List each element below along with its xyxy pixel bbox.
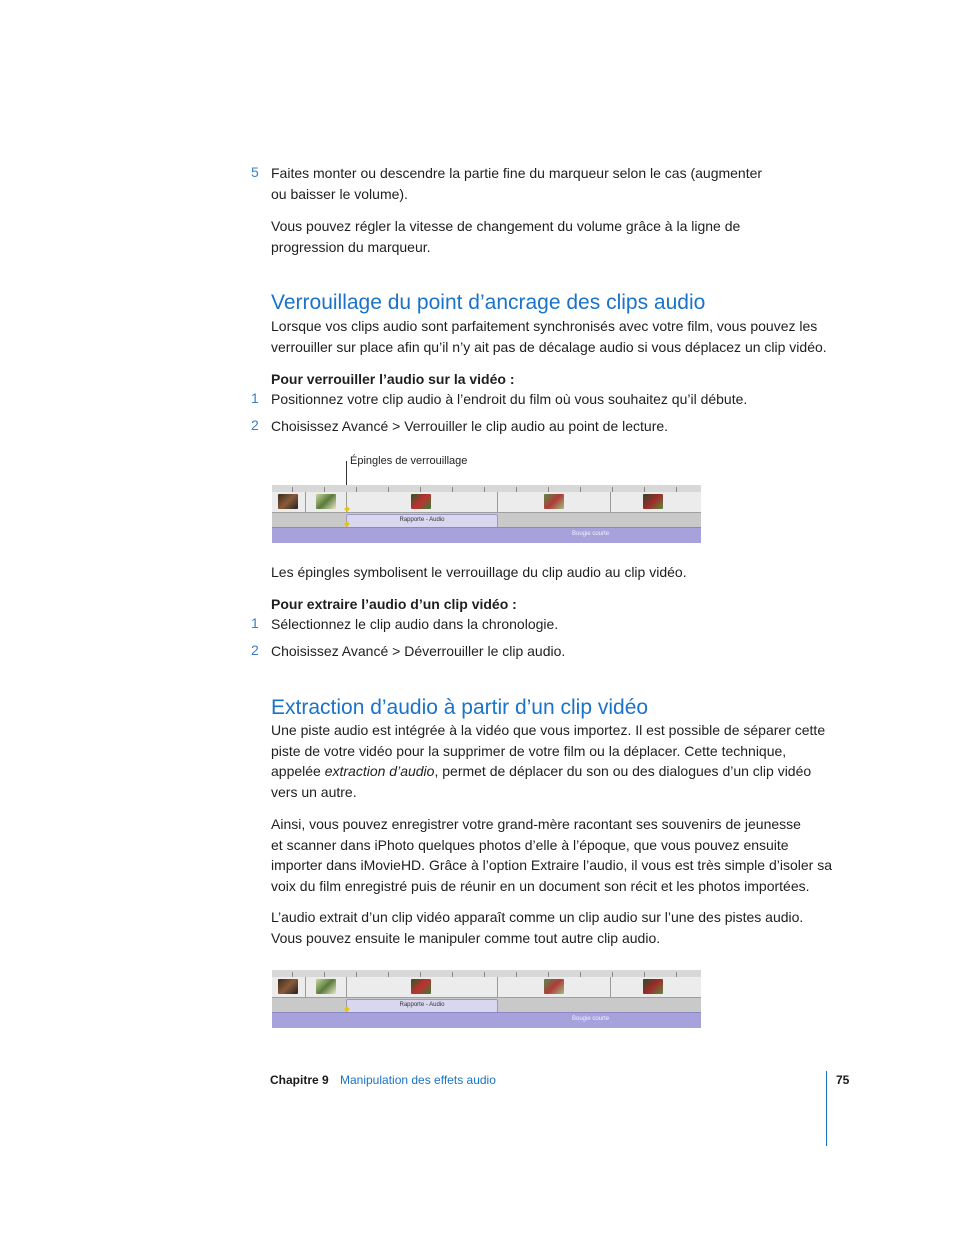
audio-track-2 bbox=[272, 527, 701, 543]
footer-chapter: Chapitre 9 bbox=[270, 1073, 329, 1087]
video-clip[interactable] bbox=[306, 977, 347, 997]
step-text: Choisissez Avancé > Déverrouiller le clip audio. bbox=[271, 643, 566, 659]
video-clip[interactable] bbox=[611, 977, 701, 997]
step-text: Choisissez Avancé > Verrouiller le clip audio au point de lecture. bbox=[271, 418, 669, 434]
section-intro bbox=[271, 316, 827, 357]
step-number: 2 bbox=[251, 417, 259, 433]
step-text bbox=[271, 163, 762, 204]
timeline-figure bbox=[272, 970, 701, 1028]
figure-caption: Les épingles symbolisent le verrouillage du clip audio au clip vidéo. bbox=[271, 564, 687, 580]
clip-thumbnail bbox=[278, 979, 298, 994]
video-clip[interactable] bbox=[611, 492, 701, 512]
clip-thumbnail bbox=[411, 494, 431, 509]
paragraph bbox=[271, 216, 740, 257]
paragraph-line: verrouiller sur place afin qu’il n’y ait pas de décalage audio si vous déplacez un clip vidéo. bbox=[271, 338, 827, 355]
paragraph-line: Vous pouvez ensuite le manipuler comme tout autre clip audio. bbox=[271, 929, 661, 946]
paragraph-line: vers un autre. bbox=[271, 783, 357, 800]
step-number: 1 bbox=[251, 615, 259, 631]
clip-thumbnail bbox=[544, 979, 564, 994]
paragraph-line: progression du marqueur. bbox=[271, 238, 431, 255]
step-number: 2 bbox=[251, 642, 259, 658]
paragraph bbox=[271, 720, 825, 802]
paragraph-line: , permet de déplacer du son ou des dialogues d’un clip vidéo bbox=[434, 763, 812, 779]
paragraph-line: L’audio extrait d’un clip vidéo apparaît comme un clip audio sur l’une des pistes audio. bbox=[271, 909, 804, 925]
video-clip[interactable] bbox=[272, 492, 306, 512]
paragraph-line: Vous pouvez régler la vitesse de changement du volume grâce à la ligne de bbox=[271, 218, 741, 234]
paragraph-line: importer dans iMovieHD. Grâce à l’option Extraire l’audio, il vous est très simple d’isoler sa bbox=[271, 857, 832, 873]
paragraph-line: Une piste audio est intégrée à la vidéo que vous importez. Il est possible de séparer cette bbox=[271, 722, 826, 738]
audio-clip[interactable]: Rapporte - Audio bbox=[346, 999, 498, 1013]
audio-track-1 bbox=[272, 997, 701, 1012]
procedure-title: Pour extraire l’audio d’un clip vidéo : bbox=[271, 596, 517, 612]
step-text-line: ou baisser le volume). bbox=[271, 185, 408, 202]
video-clip[interactable] bbox=[498, 492, 611, 512]
clip-thumbnail bbox=[411, 979, 431, 994]
step-text-line: Faites monter ou descendre la partie fine du marqueur selon le cas (augmenter bbox=[271, 165, 763, 181]
video-track bbox=[272, 977, 701, 997]
music-clip-label: Bougie courte bbox=[572, 1016, 610, 1022]
video-clip[interactable] bbox=[347, 977, 498, 997]
paragraph bbox=[271, 907, 803, 948]
music-clip-label: Bougie courte bbox=[572, 531, 610, 537]
section-heading: Verrouillage du point d’ancrage des clips audio bbox=[271, 291, 706, 314]
step-number: 5 bbox=[251, 164, 259, 180]
timeline-figure bbox=[272, 485, 701, 543]
paragraph-line: Lorsque vos clips audio sont parfaitement synchronisés avec votre film, vous pouvez les bbox=[271, 318, 818, 334]
step-number: 1 bbox=[251, 390, 259, 406]
clip-thumbnail bbox=[643, 494, 663, 509]
step-text: Positionnez votre clip audio à l’endroit du film où vous souhaitez qu’il débute. bbox=[271, 391, 748, 407]
step-text: Sélectionnez le clip audio dans la chronologie. bbox=[271, 616, 559, 632]
procedure-title: Pour verrouiller l’audio sur la vidéo : bbox=[271, 371, 515, 387]
paragraph-line: et scanner dans iPhoto quelques photos d’elle à l’époque, que vous pouvez ensuite bbox=[271, 836, 789, 853]
clip-thumbnail bbox=[278, 494, 298, 509]
page-number: 75 bbox=[836, 1073, 850, 1087]
video-track bbox=[272, 492, 701, 512]
video-clip[interactable] bbox=[347, 492, 498, 512]
clip-thumbnail bbox=[316, 494, 336, 509]
emphasized-term: extraction d’audio bbox=[324, 763, 435, 779]
paragraph-line: Ainsi, vous pouvez enregistrer votre grand-mère racontant ses souvenirs de jeunesse bbox=[271, 816, 801, 832]
paragraph-line: voix du film enregistré puis de réunir en un document son récit et les photos importées. bbox=[271, 877, 810, 894]
audio-track-1 bbox=[272, 512, 701, 527]
video-clip[interactable] bbox=[272, 977, 306, 997]
clip-thumbnail bbox=[316, 979, 336, 994]
paragraph-line: piste de votre vidéo pour la supprimer de votre film ou la déplacer. Cette technique, bbox=[271, 742, 787, 759]
audio-clip[interactable]: Rapporte - Audio bbox=[346, 514, 498, 528]
section-heading: Extraction d’audio à partir d’un clip vidéo bbox=[271, 696, 649, 719]
paragraph-line: appelée bbox=[271, 763, 325, 779]
video-clip[interactable] bbox=[498, 977, 611, 997]
paragraph bbox=[271, 814, 832, 896]
video-clip[interactable] bbox=[306, 492, 347, 512]
footer-chapter-title: Manipulation des effets audio bbox=[340, 1073, 496, 1087]
footer-divider bbox=[826, 1071, 827, 1146]
clip-thumbnail bbox=[544, 494, 564, 509]
audio-track-2 bbox=[272, 1012, 701, 1028]
clip-thumbnail bbox=[643, 979, 663, 994]
figure-callout: Épingles de verrouillage bbox=[350, 455, 468, 467]
